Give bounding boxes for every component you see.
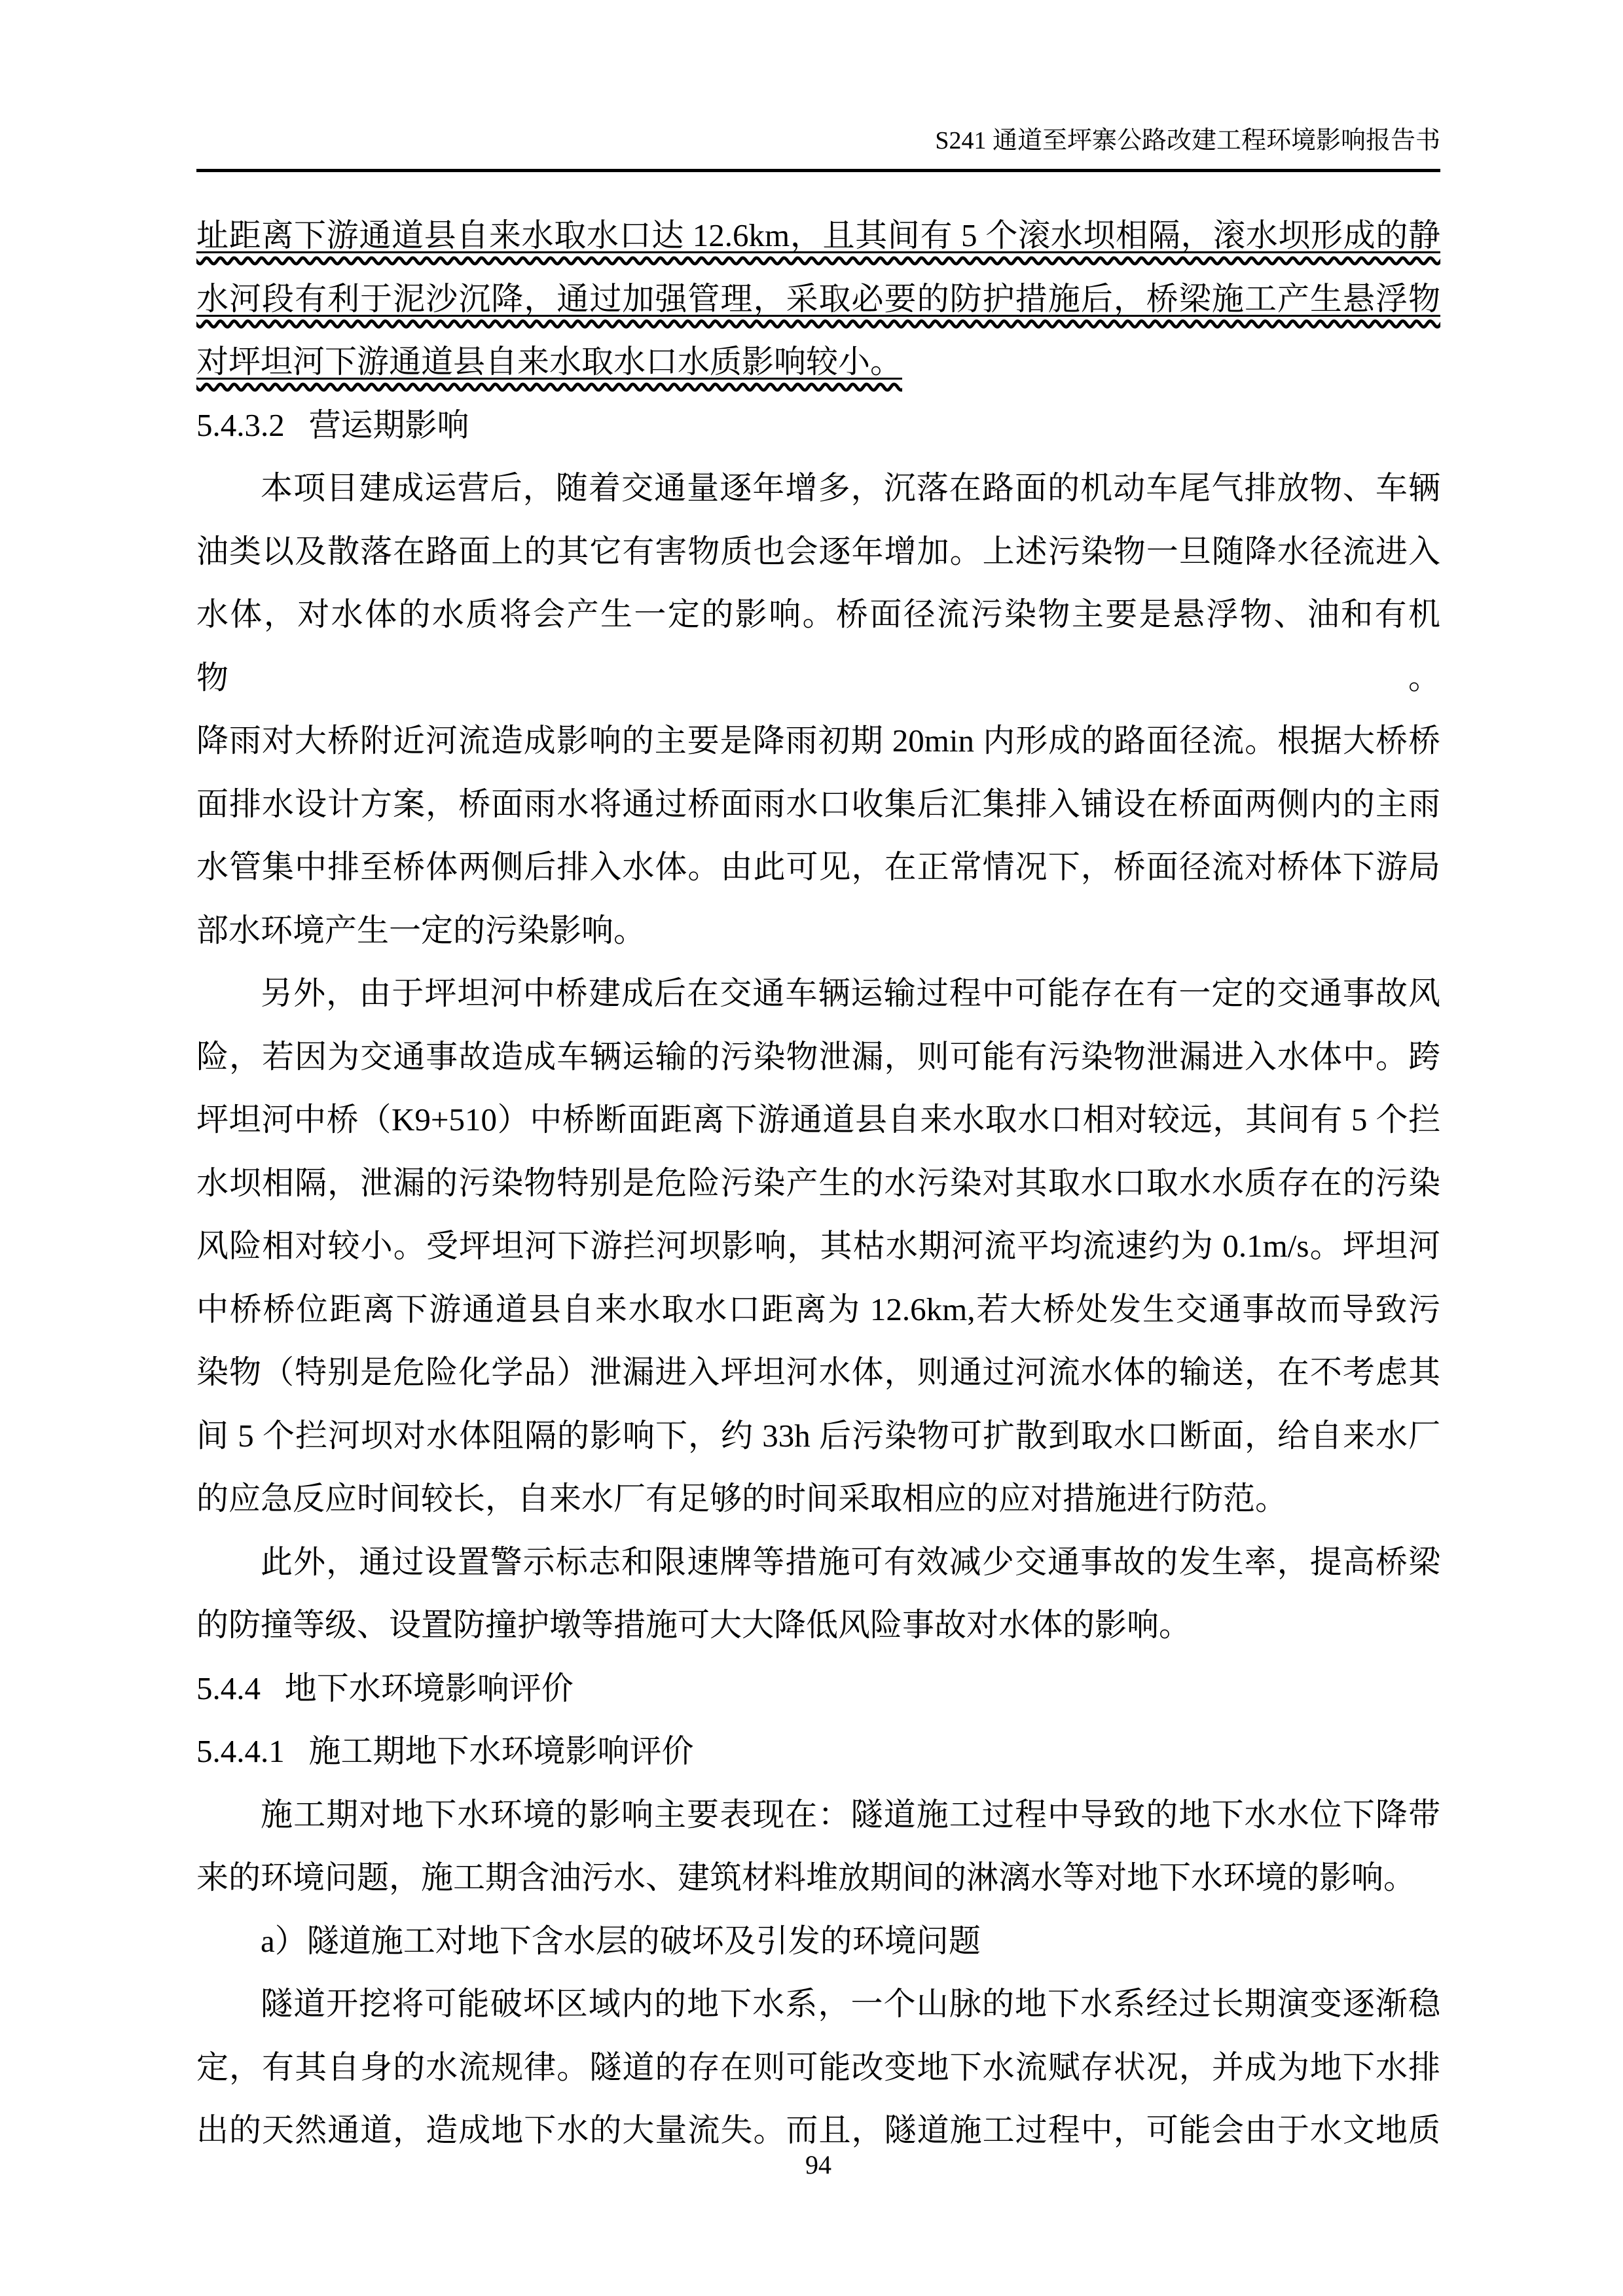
paragraph-line: 水体，对水体的水质将会产生一定的影响。桥面径流污染物主要是悬浮物、油和有机物。 — [196, 596, 1440, 696]
paragraph-line: 水管集中排至桥体两侧后排入水体。由此可见，在正常情况下，桥面径流对桥体下游局 — [196, 849, 1440, 885]
paragraph-line — [196, 268, 1440, 331]
underlined-revision-text: 水河段有利于泥沙沉降，通过加强管理，采取必要的防护措施后，桥梁施工产生悬浮物 — [196, 280, 1440, 317]
paragraph-line — [196, 204, 1440, 268]
paragraph-line: 的防撞等级、设置防撞护墩等措施可大大降低风险事故对水体的影响。 — [196, 1607, 1192, 1643]
paragraph-line: 坪坦河中桥（K9+510）中桥断面距离下游通道县自来水取水口相对较远，其间有 5 个拦 — [196, 1102, 1440, 1138]
paragraph — [196, 1973, 1440, 2162]
paragraph-line: 油类以及散落在路面上的其它有害物质也会逐年增加。上述污染物一旦随降水径流进入 — [196, 533, 1440, 569]
paragraph — [196, 1531, 1440, 1657]
paragraph — [196, 962, 1440, 1531]
paragraph-line — [196, 331, 1440, 394]
section-heading — [196, 1720, 1440, 1784]
page-header-title: S241 通道至坪寨公路改建工程环境影响报告书 — [935, 127, 1440, 154]
paragraph-line: 间 5 个拦河坝对水体阻隔的影响下，约 33h 后污染物可扩散到取水口断面，给自来水厂 — [196, 1417, 1440, 1454]
heading-line: 5.4.3.2 营运期影响 — [196, 406, 469, 443]
paragraph-line: 降雨对大桥附近河流造成影响的主要是降雨初期 20min 内形成的路面径流。根据大桥桥 — [196, 723, 1440, 759]
paragraph-line: a）隧道施工对地下含水层的破坏及引发的环境问题 — [261, 1922, 981, 1959]
paragraph-line: 险，若因为交通事故造成车辆运输的污染物泄漏，则可能有污染物泄漏进入水体中。跨 — [196, 1038, 1440, 1075]
heading-line: 5.4.4 地下水环境影响评价 — [196, 1670, 574, 1706]
paragraph — [196, 204, 1440, 394]
header-rule — [196, 169, 1440, 172]
paragraph-line: 施工期对地下水环境的影响主要表现在：隧道施工过程中导致的地下水水位下降带 — [261, 1796, 1440, 1833]
document-body — [196, 204, 1440, 2162]
paragraph-line: 风险相对较小。受坪坦河下游拦河坝影响，其枯水期河流平均流速约为 0.1m/s。坪坦河 — [196, 1228, 1440, 1264]
paragraph-line: 隧道开挖将可能破坏区域内的地下水系，一个山脉的地下水系经过长期演变逐渐稳 — [261, 1986, 1440, 2022]
paragraph-line: 染物（特别是危险化学品）泄漏进入坪坦河水体，则通过河流水体的输送，在不考虑其 — [196, 1354, 1440, 1390]
paragraph-line: 面排水设计方案，桥面雨水将通过桥面雨水口收集后汇集排入铺设在桥面两侧内的主雨 — [196, 785, 1440, 822]
paragraph-line: 中桥桥位距离下游通道县自来水取水口距离为 12.6km,若大桥处发生交通事故而导致污 — [196, 1291, 1440, 1327]
paragraph-line: 水坝相隔，泄漏的污染物特别是危险污染产生的水污染对其取水口取水水质存在的污染 — [196, 1164, 1440, 1201]
paragraph-line: 本项目建成运营后，随着交通量逐年增多，沉落在路面的机动车尾气排放物、车辆 — [261, 470, 1440, 506]
section-heading — [196, 1657, 1440, 1721]
underlined-revision-text: 对坪坦河下游通道县自来水取水口水质影响较小。 — [196, 344, 903, 380]
paragraph-line: 出的天然通道，造成地下水的大量流失。而且，隧道施工过程中，可能会由于水文地质 — [196, 2112, 1440, 2148]
paragraph-line: 的应急反应时间较长，自来水厂有足够的时间采取相应的应对措施进行防范。 — [196, 1480, 1288, 1516]
paragraph-line: 部水环境产生一定的污染影响。 — [196, 912, 646, 948]
paragraph — [196, 457, 1440, 962]
underlined-revision-text: 址距离下游通道县自来水取水口达 12.6km，且其间有 5 个滚水坝相隔，滚水坝形成的静 — [196, 217, 1440, 253]
paragraph — [196, 1910, 1440, 1973]
paragraph-line: 定，有其自身的水流规律。隧道的存在则可能改变地下水流赋存状况，并成为地下水排 — [196, 2049, 1440, 2085]
heading-line: 5.4.4.1 施工期地下水环境影响评价 — [196, 1733, 694, 1769]
paragraph-line: 来的环境问题，施工期含油污水、建筑材料堆放期间的淋漓水等对地下水环境的影响。 — [196, 1859, 1416, 1895]
paragraph-line: 此外，通过设置警示标志和限速牌等措施可有效减少交通事故的发生率，提高桥梁 — [261, 1543, 1440, 1580]
paragraph — [196, 1784, 1440, 1910]
section-heading — [196, 394, 1440, 457]
page-number: 94 — [805, 2150, 831, 2179]
paragraph-line: 另外，由于坪坦河中桥建成后在交通车辆运输过程中可能存在有一定的交通事故风 — [261, 975, 1440, 1011]
